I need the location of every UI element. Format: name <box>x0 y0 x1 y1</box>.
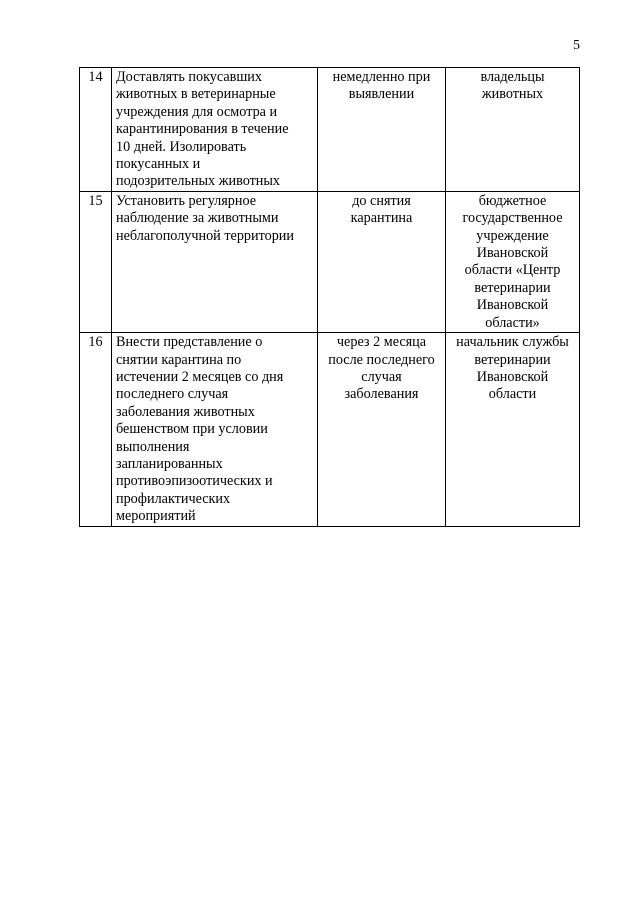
row-number: 15 <box>88 192 103 209</box>
row-number-cell <box>80 191 112 332</box>
responsible-text: начальник службы ветеринарии Ивановской области <box>456 334 569 403</box>
responsible-text: владельцы животных <box>480 69 545 103</box>
responsible-text: бюджетное государственное учреждение Ивановской области «Центр ветеринарии Ивановской области» <box>462 192 563 331</box>
action-cell <box>112 68 318 192</box>
action-cell <box>112 191 318 332</box>
term-cell <box>318 68 446 192</box>
action-text: Доставлять покусавших животных в ветеринарные учреждения для осмотра и карантинирования в течение 10 дней. Изолировать покусанных и подозрительных животных <box>116 69 289 190</box>
table-row <box>80 191 580 332</box>
responsible-cell <box>446 333 580 526</box>
row-number: 14 <box>88 69 103 85</box>
responsible-cell <box>446 68 580 192</box>
row-number: 16 <box>88 334 103 351</box>
row-number-cell <box>80 333 112 526</box>
measures-table <box>79 67 580 527</box>
term-cell <box>318 333 446 526</box>
term-text: немедленно при выявлении <box>332 69 431 103</box>
responsible-cell <box>446 191 580 332</box>
action-text: Внести представление о снятии карантина по истечении 2 месяцев со дня последнего случая заболевания животных бешенством при условии выполнения запланированных противоэпизоотических и профилактических мероприятий <box>116 334 284 525</box>
table-row <box>80 68 580 192</box>
term-text: через 2 месяца после последнего случая заболевания <box>328 334 435 403</box>
table-row <box>80 333 580 526</box>
action-cell <box>112 333 318 526</box>
term-text: до снятия карантина <box>350 192 413 227</box>
page-number: 5 <box>573 38 580 53</box>
action-text: Установить регулярное наблюдение за животными неблагополучной территории <box>116 192 294 244</box>
row-number-cell <box>80 68 112 192</box>
term-cell <box>318 191 446 332</box>
